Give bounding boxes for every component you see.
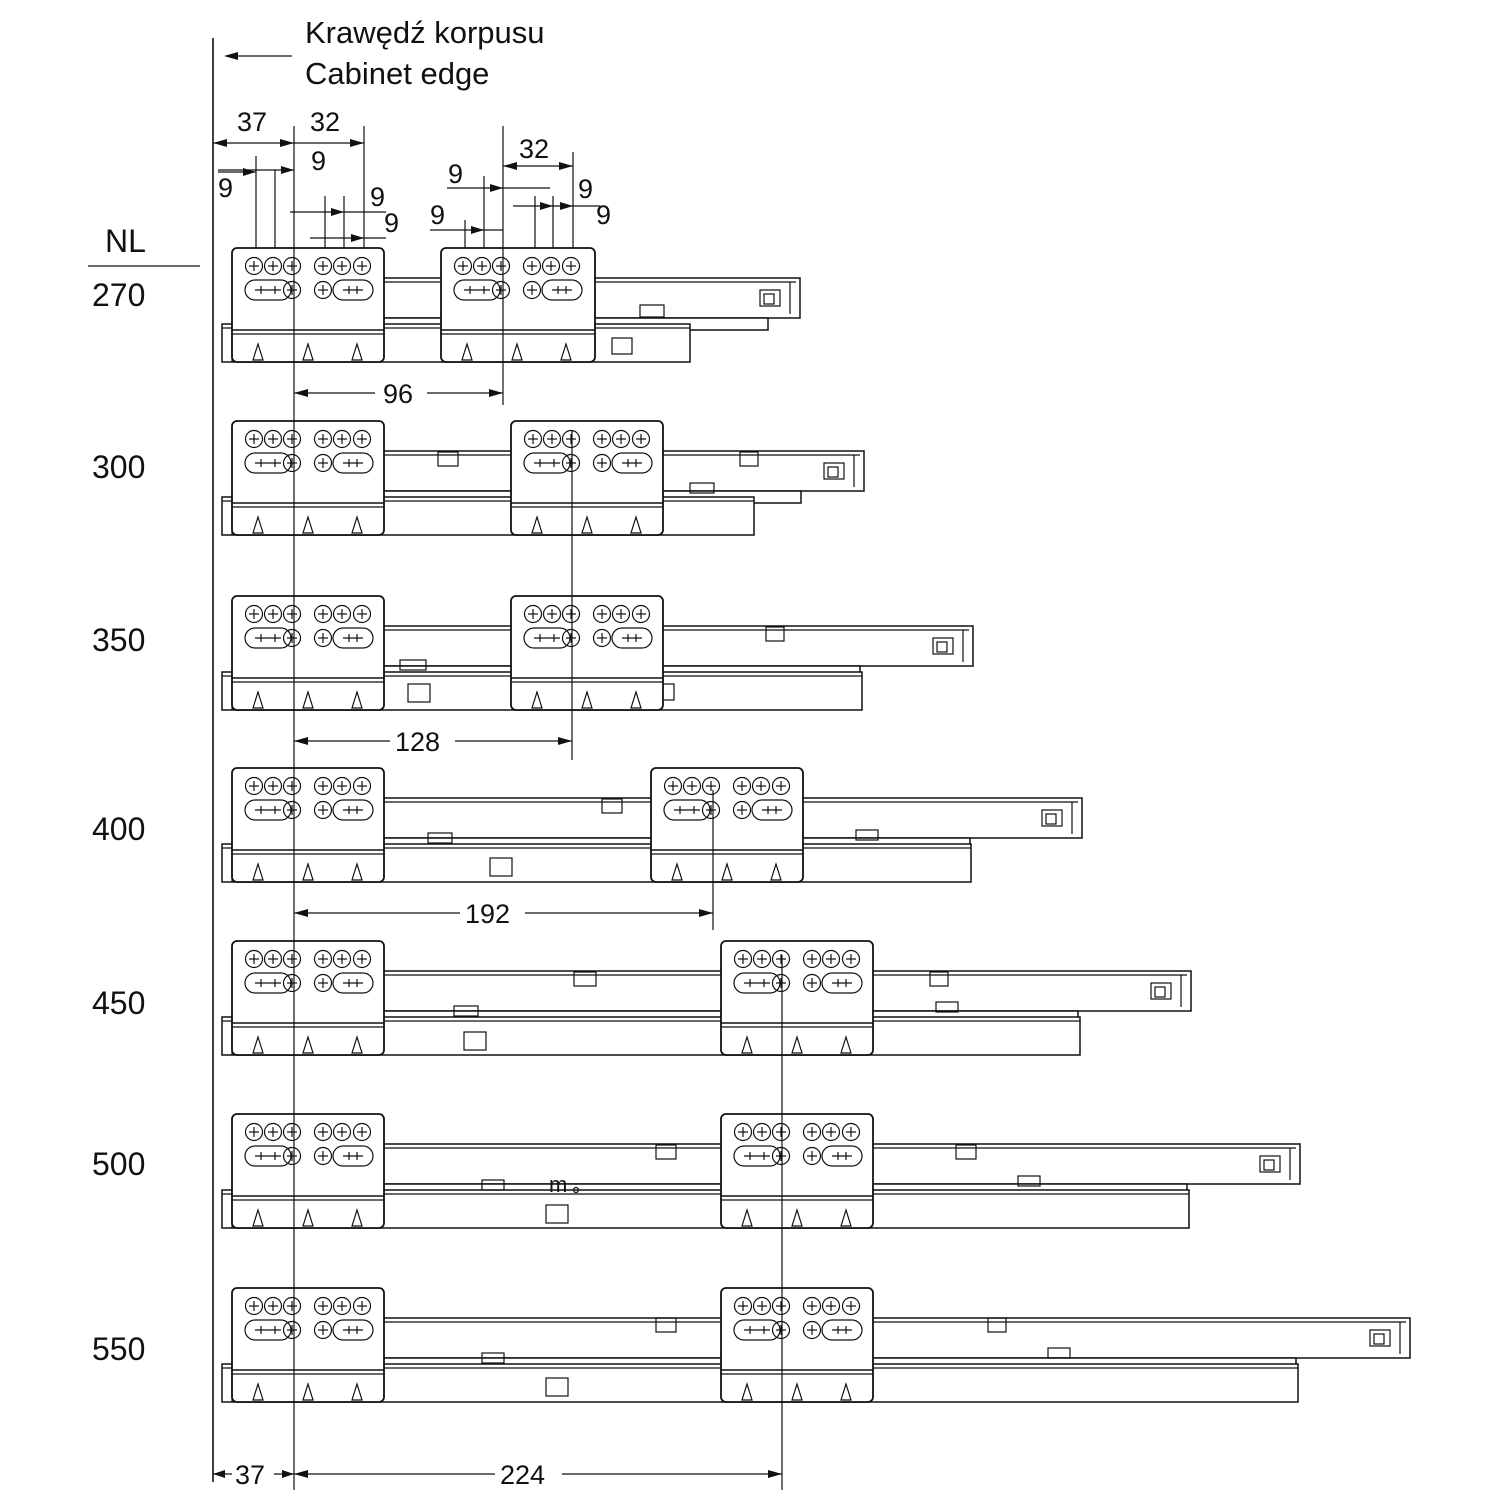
nl-label-300: 300 [92,449,146,485]
spacing-label-128: 128 [395,727,441,757]
front-mounting-block-450 [232,941,384,1055]
dim-9-a3: 9 [370,182,386,212]
slide-row-400 [222,768,1082,882]
dim-9-a1: 9 [311,146,327,176]
rear-mounting-block-400 [651,768,803,882]
dim-9-a2: 9 [218,173,234,203]
rear-mounting-block-350 [511,596,663,710]
dim-9-b1: 9 [448,159,464,189]
nl-label-500: 500 [92,1146,146,1182]
nl-label-550: 550 [92,1331,146,1367]
edge-label-en: Cabinet edge [305,56,490,91]
slide-row-300 [222,421,864,535]
front-mounting-block-400 [232,768,384,882]
front-mounting-block-500 [232,1114,384,1228]
spacing-dimension-96 [294,379,503,409]
slide-rows [222,248,1410,1402]
rear-mounting-block-550 [721,1288,873,1402]
front-mounting-block-550 [232,1288,384,1402]
mark-m: m [549,1172,568,1197]
spacing-label-224: 224 [500,1460,546,1490]
nl-label-400: 400 [92,811,146,847]
nl-label-350: 350 [92,622,146,658]
rear-mounting-block-300 [511,421,663,535]
dim-37-top: 37 [237,107,268,137]
cabinet-edge-annotation [224,15,545,91]
spacing-dimension-224-bottom [213,1460,782,1490]
dim-9-b4: 9 [596,200,612,230]
front-mounting-block-300 [232,421,384,535]
spacing-dimension-192 [294,899,713,929]
dim-37-bottom: 37 [235,1460,266,1490]
rear-mounting-block-500 [721,1114,873,1228]
top-dimensions-front-block [213,107,399,258]
edge-label-pl: Krawędź korpusu [305,15,545,50]
slide-row-500 [222,1114,1300,1228]
slide-row-350 [222,596,973,710]
nl-header: NL [105,223,146,259]
slide-row-450 [222,941,1191,1055]
top-dimensions-rear-block [430,134,611,258]
dim-9-b3: 9 [578,174,594,204]
front-mounting-block-350 [232,596,384,710]
dim-9-a4: 9 [384,208,400,238]
dim-9-b2: 9 [430,200,446,230]
spacing-label-96: 96 [383,379,414,409]
slide-row-550 [222,1288,1410,1402]
front-mounting-block-270 [232,248,384,362]
spacing-label-192: 192 [465,899,511,929]
dim-32-top-b: 32 [519,134,550,164]
rear-mounting-block-450 [721,941,873,1055]
spacing-dimension-128 [294,727,572,757]
slide-row-270 [222,248,800,362]
nl-label-450: 450 [92,985,146,1021]
rear-mounting-block-270 [441,248,595,362]
nl-label-270: 270 [92,277,146,313]
dim-32-top-a: 32 [310,107,341,137]
